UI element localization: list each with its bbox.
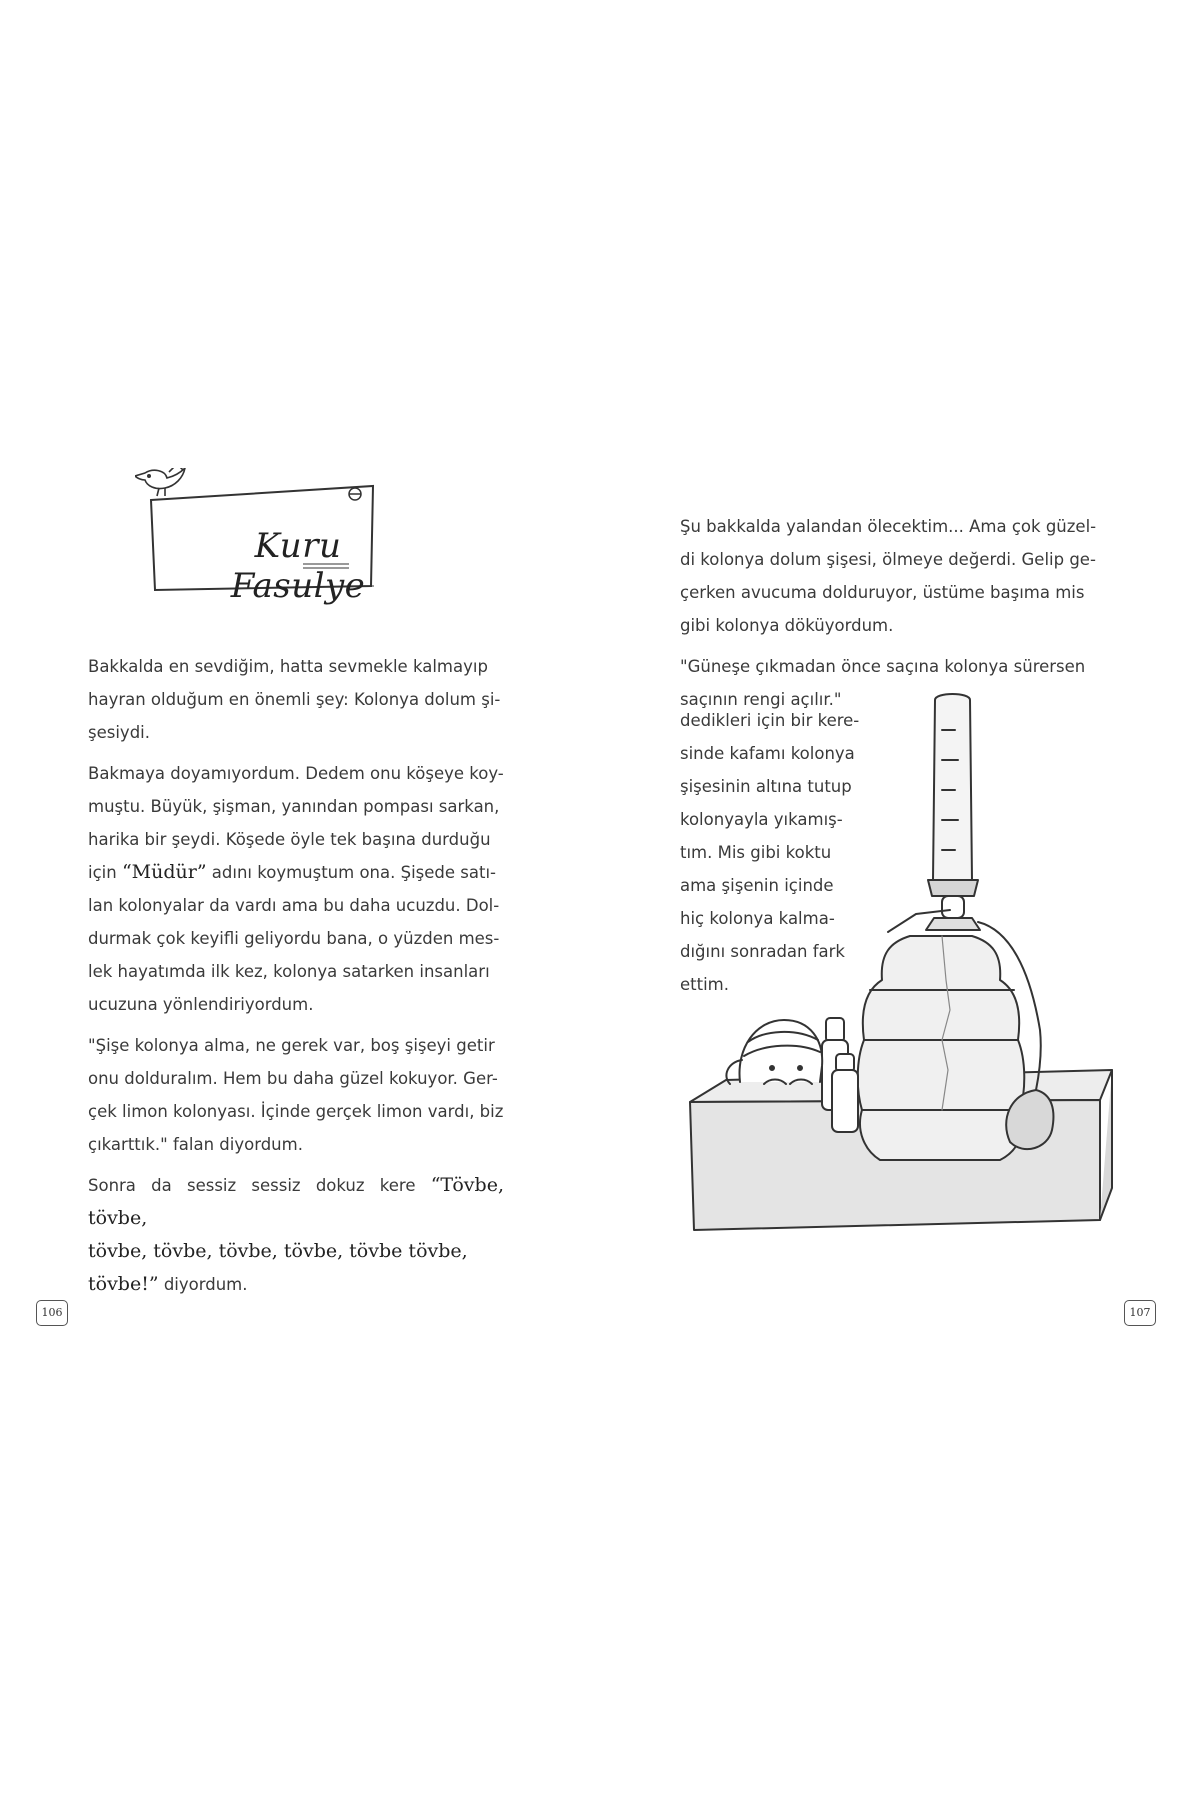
girl-peeking-illustration bbox=[726, 1020, 822, 1084]
paragraph-1: Bakkalda en sevdiğim, hatta sevmekle kalmayıp hayran olduğum en önemli şey: Kolonya dolum şi- şesiydi. bbox=[88, 657, 501, 742]
cologne-dispenser-illustration bbox=[680, 690, 1140, 1330]
paragraph-4: Sonra da sessiz sessiz dokuz kere “Tövbe, tövbe, tövbe, tövbe, tövbe, tövbe, tövbe tövbe, tövbe!” diyordum. bbox=[88, 1174, 504, 1295]
chapter-title-badge bbox=[135, 468, 425, 618]
page-number-left: 106 bbox=[36, 1300, 68, 1326]
right-narrow-text: dedikleri için bir kere- sinde kafamı kolonya şişesinin altına tutup kolonyayla yıkamış- tım. Mis gibi koktu ama şişenin içinde hiç kolonya kalma- dığını sonradan fark ettim. bbox=[680, 711, 860, 994]
left-body-text bbox=[88, 650, 504, 1309]
right-paragraph-1: Şu bakkalda yalandan ölecektim... Ama çok güzel- di kolonya dolum şişesi, ölmeye değerdi. Gelip ge- çerken avucuma dolduruyor, üstüme başıma mis gibi kolonya döküyordum. bbox=[680, 517, 1097, 635]
paragraph-2: Bakmaya doyamıyordum. Dedem onu köşeye koy- muştu. Büyük, şişman, yanından pompası sarkan, harika bir şeydi. Köşede öyle tek başına durduğu için “Müdür” adını koymuştum ona. Şişede satı- lan kolonyalar da vardı ama bu daha ucuzdu. Dol- durmak çok keyifli geliyordu bana, o yüzden mes- lek hayatımda ilk kez, kolonya satarken insanları ucuzuna yönlendiriyordum. bbox=[88, 764, 504, 1014]
page-number-right: 107 bbox=[1124, 1300, 1156, 1326]
paragraph-3: "Şişe kolonya alma, ne gerek var, boş şişeyi getir onu dolduralım. Hem bu daha güzel kokuyor. Ger- çek limon kolonyası. İçinde gerçek limon vardı, biz çıkarttık." falan diyordum. bbox=[88, 1036, 504, 1154]
chapter-title: Kuru Fasulye bbox=[230, 526, 366, 606]
bird-icon bbox=[135, 468, 185, 496]
right-paragraph-2-start: "Güneşe çıkmadan önce saçına kolonya sürersen saçının rengi açılır." bbox=[680, 657, 1086, 709]
